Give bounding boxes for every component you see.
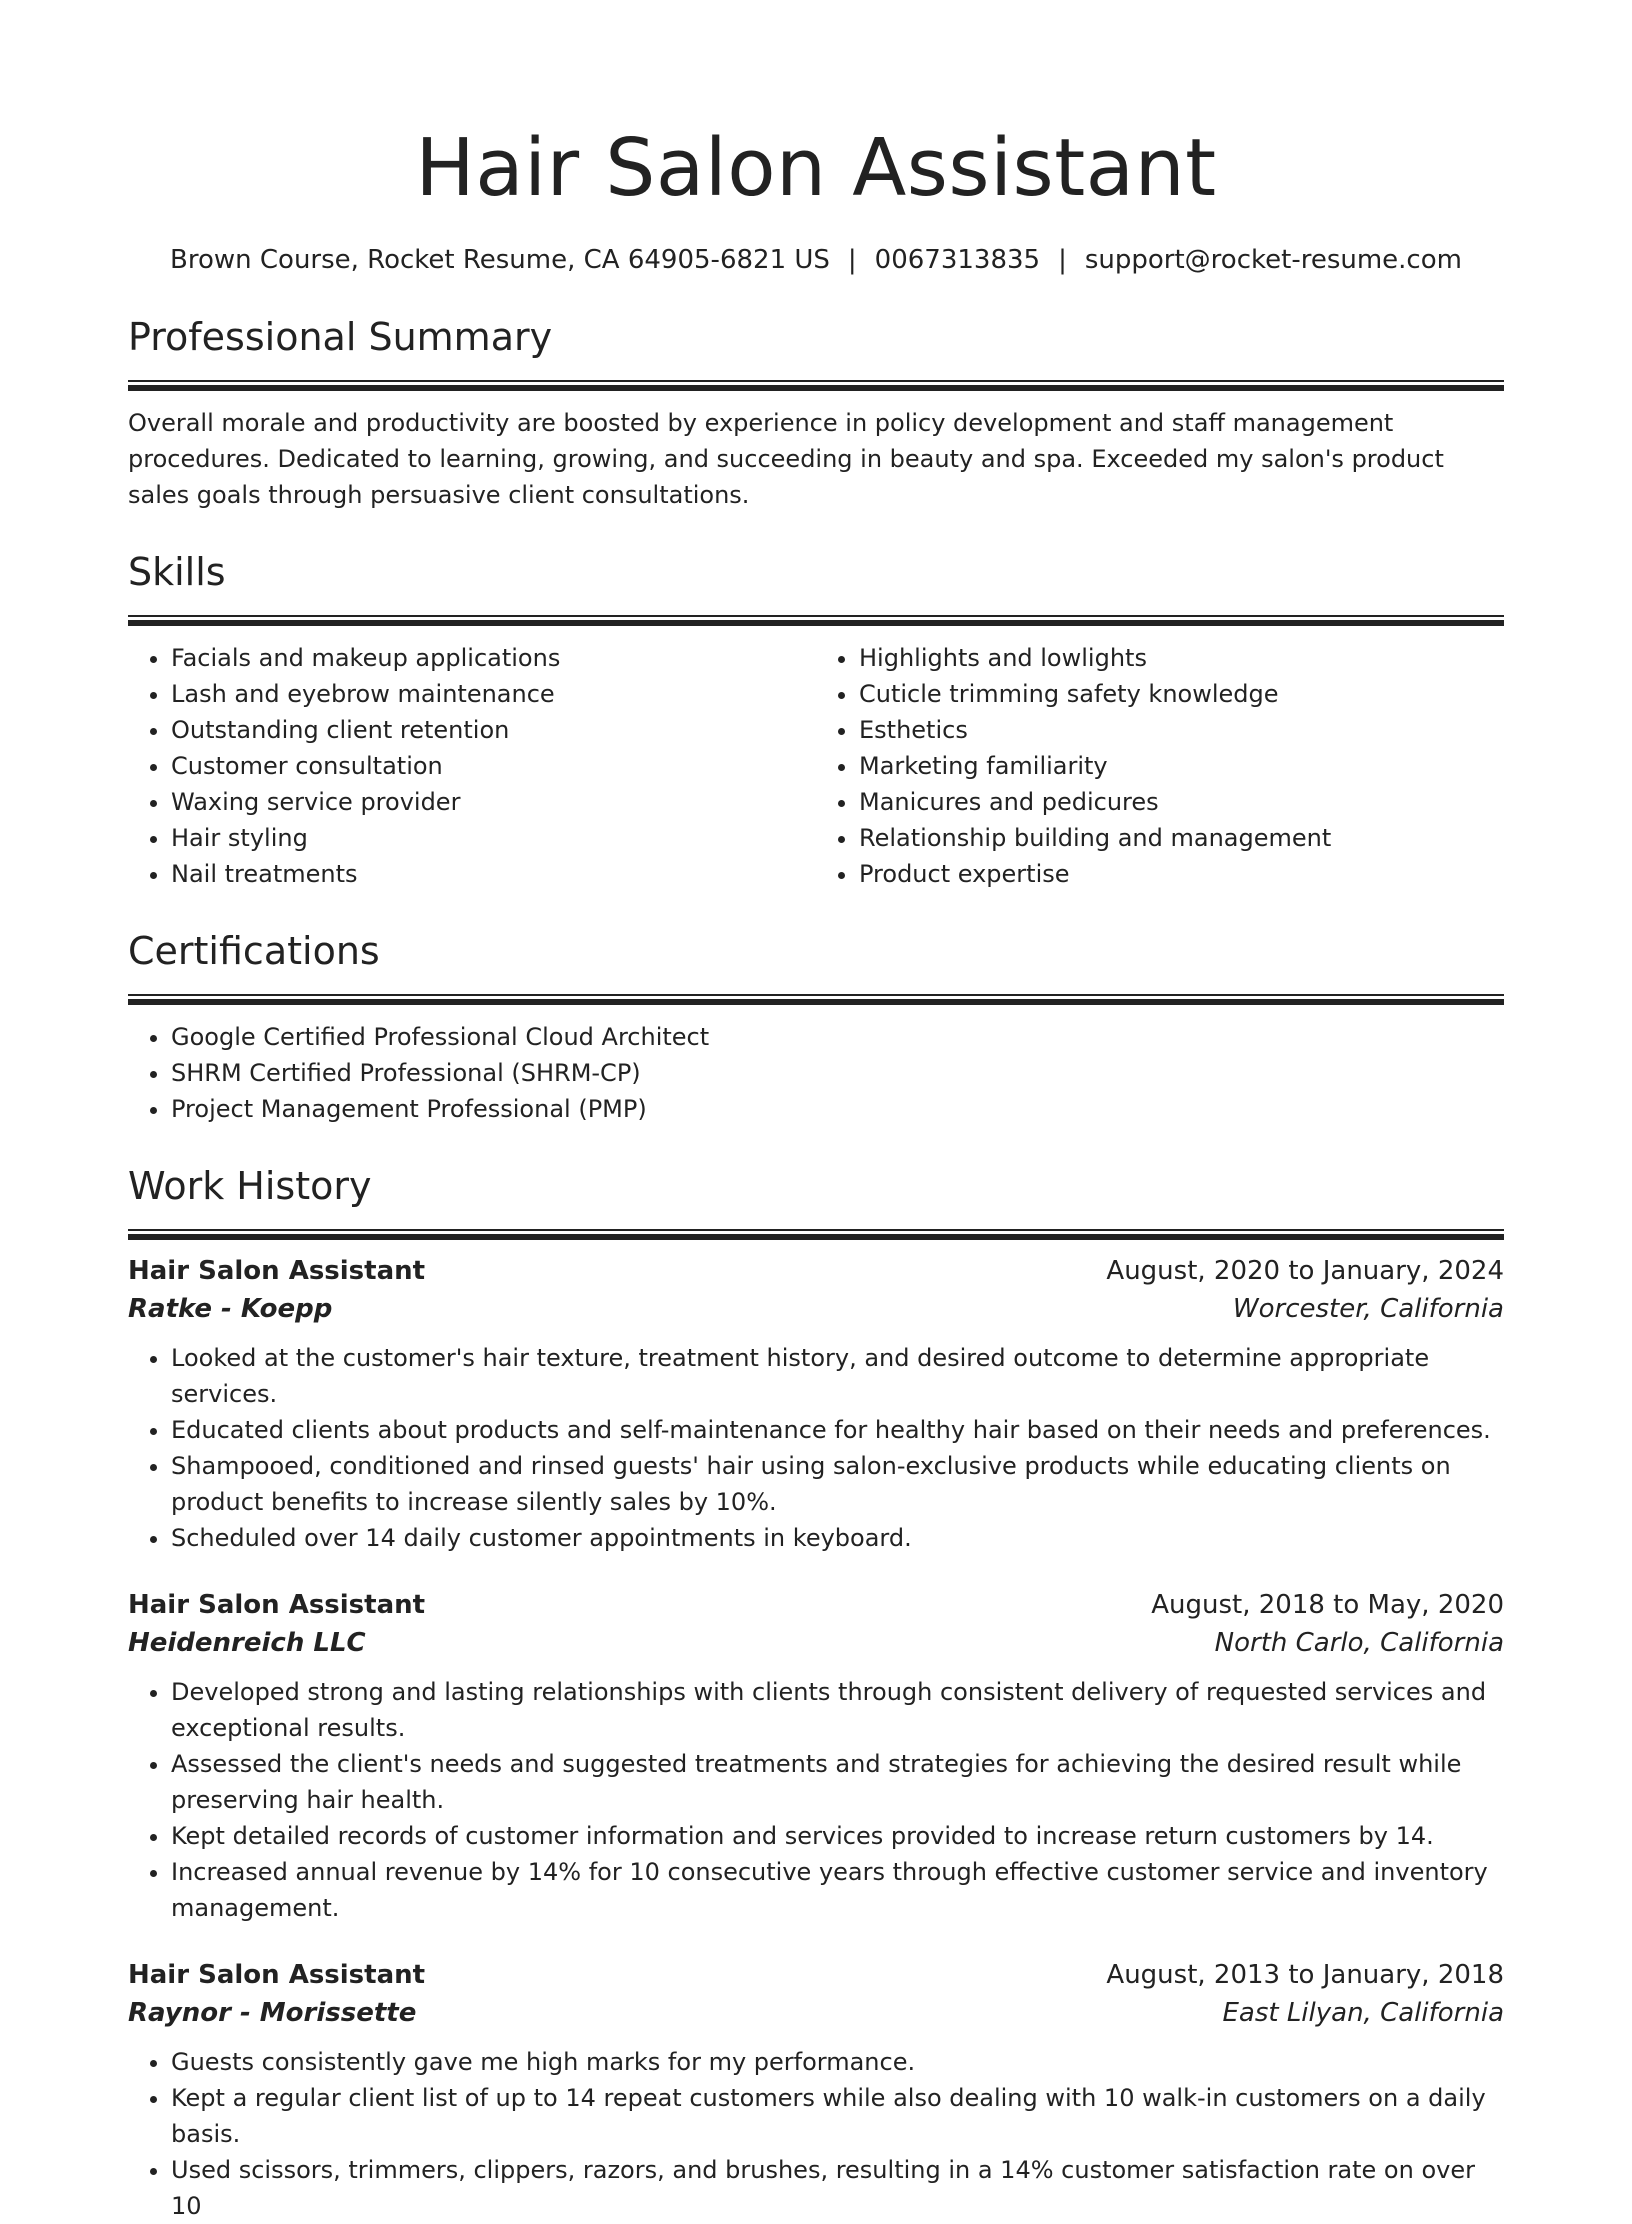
job-bullets (128, 2044, 1504, 2224)
certifications-section (128, 926, 1504, 1127)
job-bullet: • Shampooed, conditioned and rinsed guests' hair using salon-exclusive products while educating clients on product benefits to increase silently sales by 10%. (171, 1448, 1504, 1520)
work-history-title: Work History (128, 1164, 372, 1208)
contact-phone: 0067313835 (874, 245, 1041, 275)
skill-item: • Esthetics (859, 712, 1504, 748)
job-company: Heidenreich LLC (128, 1628, 366, 1658)
job-company: Raynor - Morissette (128, 1998, 417, 2028)
certifications-list (128, 1019, 1504, 1127)
work-history-section (128, 1161, 1504, 2224)
job-location: North Carlo, California (1214, 1628, 1504, 1658)
certification-item: • Google Certified Professional Cloud Architect (171, 1019, 1504, 1055)
contact-email[interactable]: support@rocket-resume.com (1084, 245, 1462, 275)
skill-item: • Hair styling (171, 820, 816, 856)
job-entry (128, 1956, 1504, 2224)
certifications-title: Certifications (128, 929, 380, 973)
job-dates: August, 2020 to January, 2024 (1106, 1256, 1504, 1286)
job-location: East Lilyan, California (1222, 1998, 1504, 2028)
job-company-row (128, 1624, 1504, 1662)
job-title: Hair Salon Assistant (128, 1256, 426, 1286)
skill-item: • Facials and makeup applications (171, 640, 816, 676)
job-entry (128, 1586, 1504, 1926)
skills-list-left (128, 640, 816, 892)
skills-section (128, 547, 1504, 892)
job-bullet: • Assessed the client's needs and suggested treatments and strategies for achieving the desired result while preserving hair health. (171, 1746, 1504, 1818)
job-bullet: • Kept a regular client list of up to 14 repeat customers while also dealing with 10 walk-in customers on a daily basis. (171, 2080, 1504, 2152)
job-bullet: • Educated clients about products and self-maintenance for healthy hair based on their needs and preferences. (171, 1412, 1504, 1448)
job-bullet: • Developed strong and lasting relationships with clients through consistent delivery of requested services and exceptional results. (171, 1674, 1504, 1746)
job-bullet: • Kept detailed records of customer information and services provided to increase return customers by 14. (171, 1818, 1504, 1854)
skills-list-right (816, 640, 1504, 892)
job-location: Worcester, California (1232, 1294, 1504, 1324)
job-dates: August, 2013 to January, 2018 (1106, 1960, 1504, 1990)
job-company: Ratke - Koepp (128, 1294, 333, 1324)
job-title: Hair Salon Assistant (128, 1960, 426, 1990)
skill-item: • Marketing familiarity (859, 748, 1504, 784)
job-dates: August, 2018 to May, 2020 (1151, 1590, 1504, 1620)
section-divider (128, 380, 1504, 391)
job-bullets (128, 1340, 1504, 1556)
skill-item: • Highlights and lowlights (859, 640, 1504, 676)
skill-item: • Customer consultation (171, 748, 816, 784)
skills-title: Skills (128, 550, 226, 594)
job-entry (128, 1252, 1504, 1556)
job-header-row (128, 1586, 1504, 1624)
job-bullet: • Looked at the customer's hair texture, treatment history, and desired outcome to determine appropriate services. (171, 1340, 1504, 1412)
resume-name: Hair Salon Assistant (415, 122, 1217, 214)
skill-item: • Manicures and pedicures (859, 784, 1504, 820)
skill-item: • Waxing service provider (171, 784, 816, 820)
contact-address: Brown Course, Rocket Resume, CA 64905-6821 US (170, 245, 830, 275)
skill-item: • Relationship building and management (859, 820, 1504, 856)
section-divider (128, 994, 1504, 1005)
contact-line (128, 242, 1504, 278)
skill-item: • Nail treatments (171, 856, 816, 892)
skill-item: • Lash and eyebrow maintenance (171, 676, 816, 712)
certification-item: • Project Management Professional (PMP) (171, 1091, 1504, 1127)
job-bullet: • Used scissors, trimmers, clippers, razors, and brushes, resulting in a 14% customer satisfaction rate on over 10 (171, 2152, 1504, 2224)
job-bullets (128, 1674, 1504, 1926)
skill-item: • Product expertise (859, 856, 1504, 892)
section-divider (128, 1229, 1504, 1240)
contact-separator: | (1058, 245, 1067, 275)
job-bullet: • Increased annual revenue by 14% for 10 consecutive years through effective customer service and inventory management. (171, 1854, 1504, 1926)
job-header-row (128, 1956, 1504, 1994)
section-divider (128, 615, 1504, 626)
job-company-row (128, 1290, 1504, 1328)
job-bullet: • Guests consistently gave me high marks for my performance. (171, 2044, 1504, 2080)
skill-item: • Cuticle trimming safety knowledge (859, 676, 1504, 712)
job-bullet: • Scheduled over 14 daily customer appointments in keyboard. (171, 1520, 1504, 1556)
contact-separator: | (847, 245, 857, 275)
certification-item: • SHRM Certified Professional (SHRM-CP) (171, 1055, 1504, 1091)
job-title: Hair Salon Assistant (128, 1590, 426, 1620)
job-header-row (128, 1252, 1504, 1290)
summary-title: Professional Summary (128, 315, 553, 359)
skill-item: • Outstanding client retention (171, 712, 816, 748)
summary-text: Overall morale and productivity are boosted by experience in policy development and staff management procedures. Dedicated to learning, growing, and succeeding in beauty and spa. Exceeded my salon's product sales goals through persuasive client consultations. (128, 409, 1444, 509)
job-company-row (128, 1994, 1504, 2032)
summary-section (128, 312, 1504, 513)
skills-grid (128, 626, 1504, 892)
